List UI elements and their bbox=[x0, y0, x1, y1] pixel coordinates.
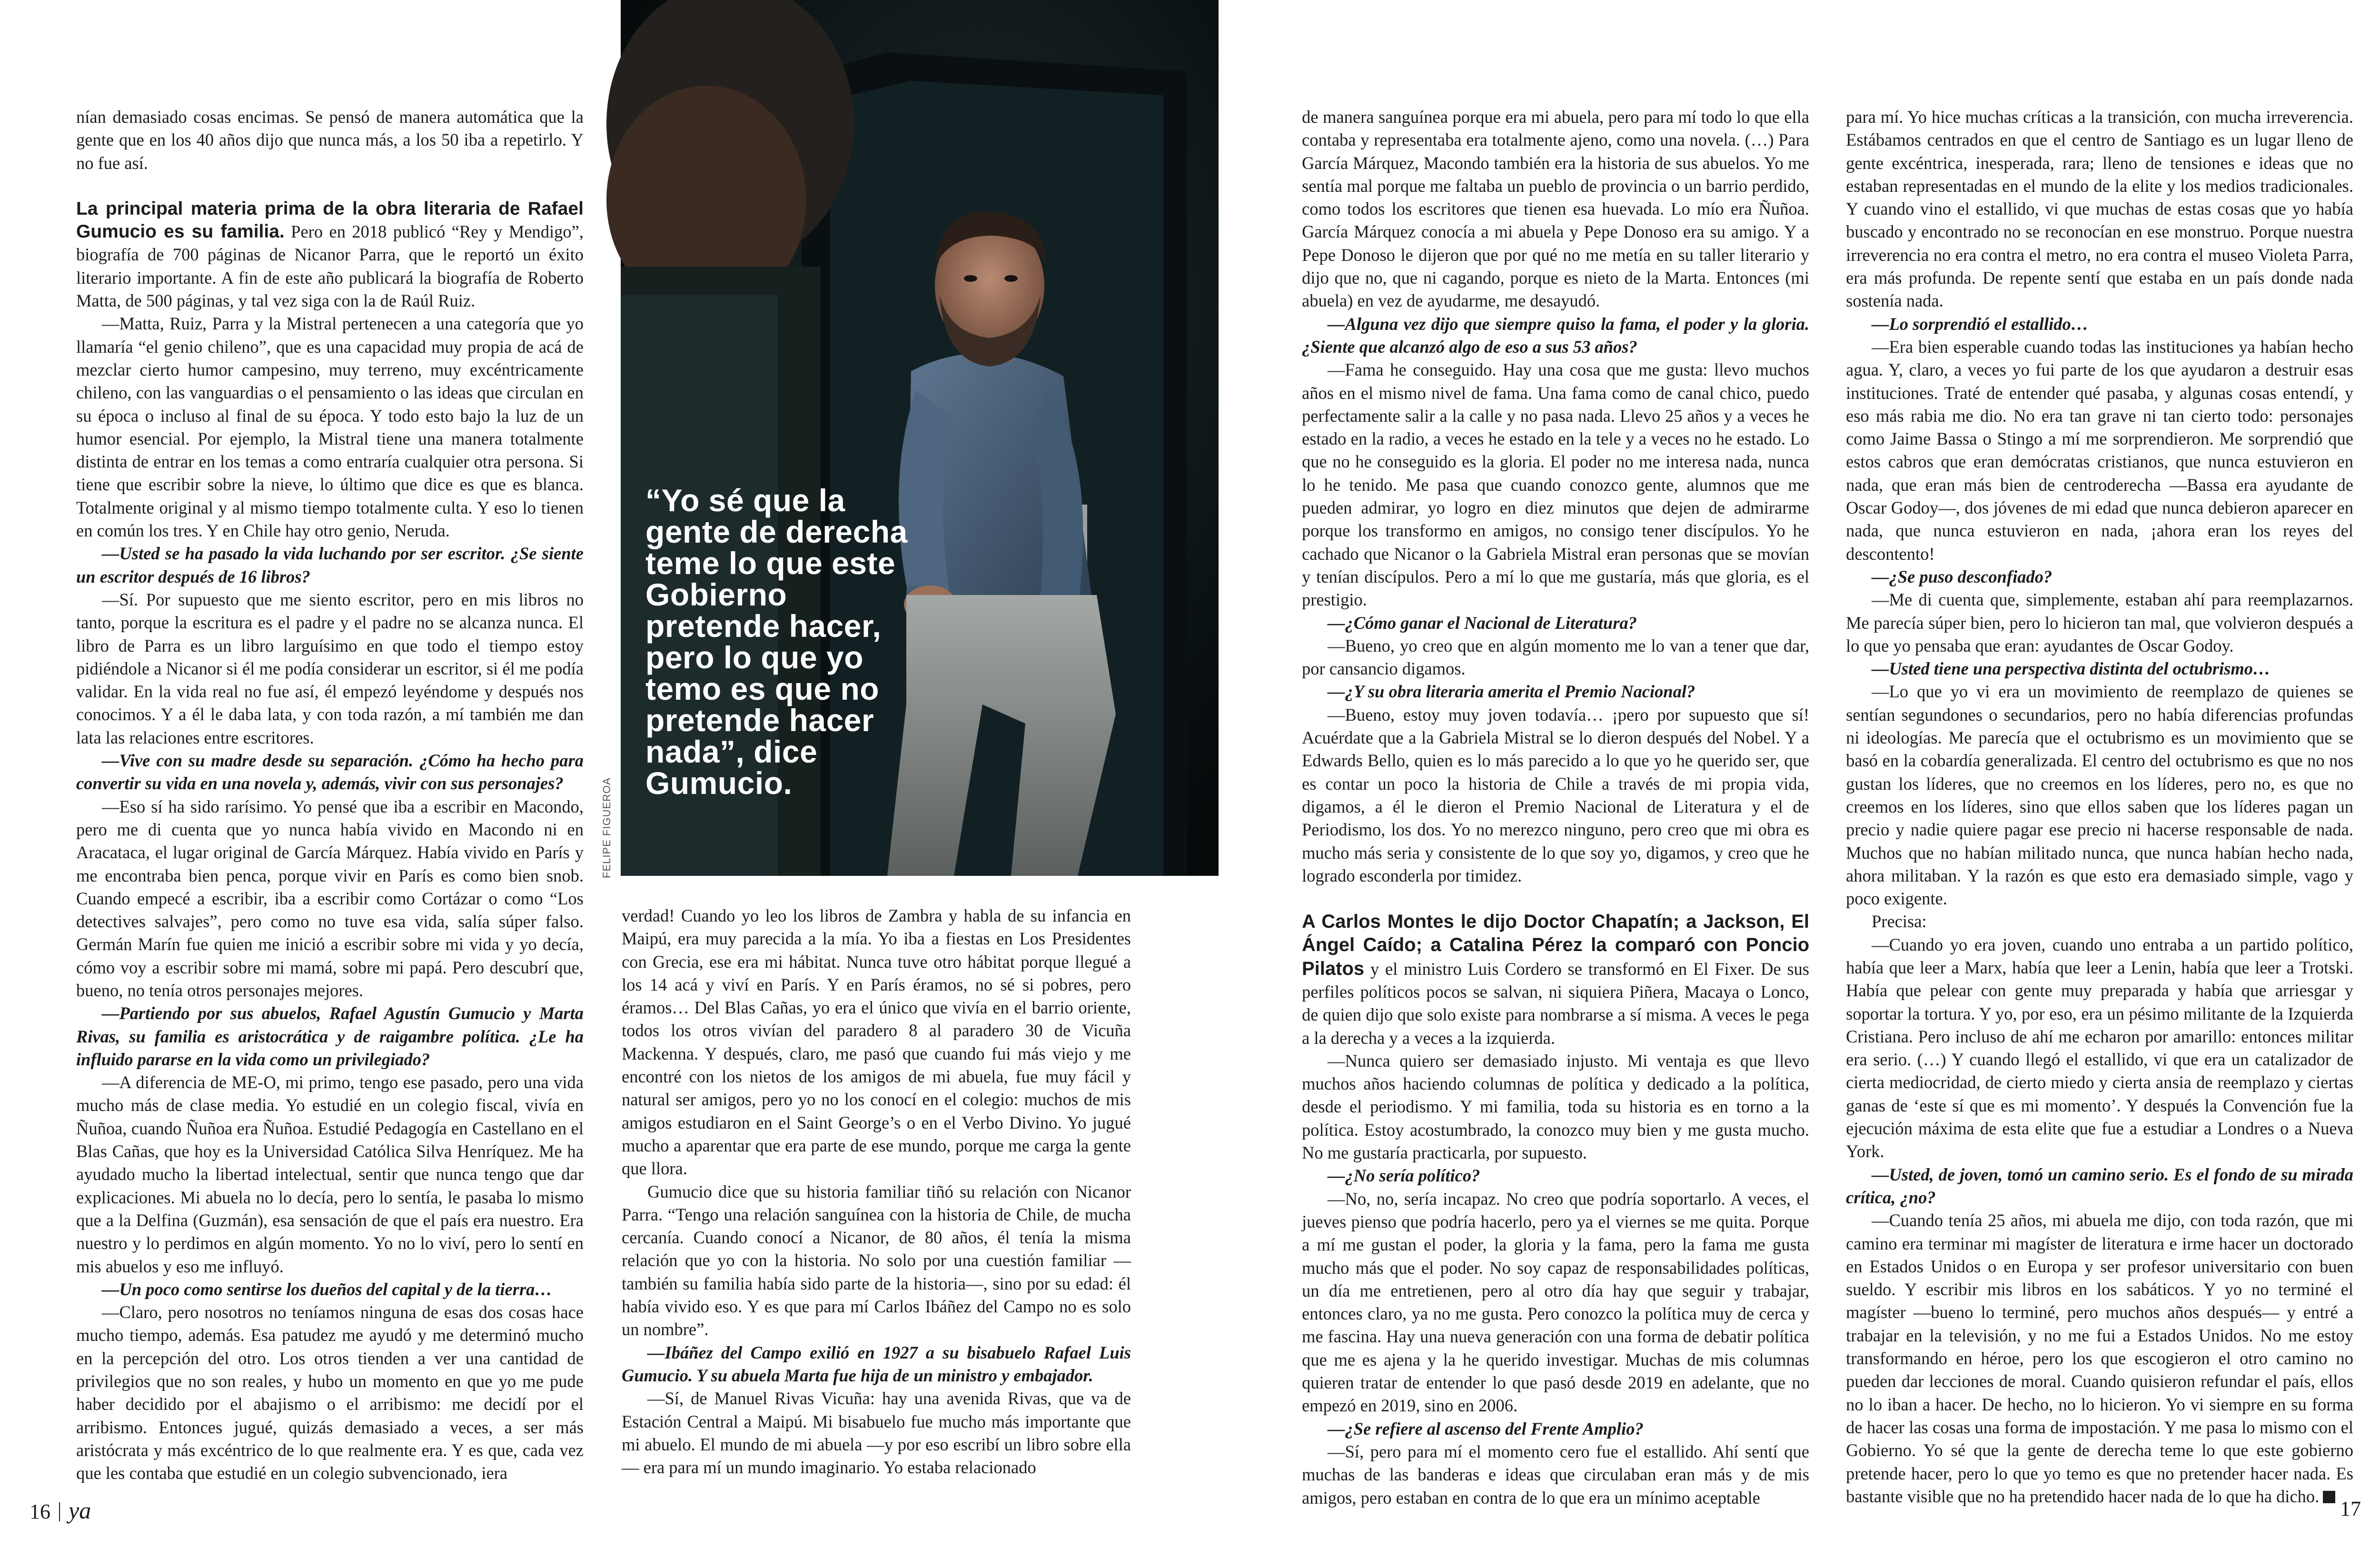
paragraph: Precisa: bbox=[1872, 912, 1927, 932]
paragraph: —Claro, pero nosotros no teníamos ninguna de esas dos cosas hace mucho tiempo, además. Esa patudez me ayudó y me determinó mucho en la percepción del otro. Los otros tienden a ver una cantidad de privilegios que no son reales, y hubo un momento en que yo me pude haber decidido por el abajismo o el arribismo: me decidí por el arribismo. Entonces jugué, quizás demasiado a veces, a ser más aristócrata y más excéntrico de lo que realmente era. Y es que, cada vez que les contaba que estudié en un colegio subvencionado, iera bbox=[76, 1302, 584, 1483]
paragraph: —Nunca quiero ser demasiado injusto. Mi ventaja es que llevo muchos años haciendo columnas de política y dedicado a la política, desde el periodismo. Y mi familia, toda su historia es en torno a la política. Estoy acostumbrado, la conozco muy bien y me gusta mucho. No me gustaría practicarla, por supuesto. bbox=[1302, 1051, 1809, 1163]
interview-question: —¿No sería político? bbox=[1328, 1166, 1480, 1186]
paragraph bbox=[1846, 1209, 2353, 1508]
interview-question: —Alguna vez dijo que siempre quiso la fama, el poder y la gloria. ¿Siente que alcanzó algo de eso a sus 53 años? bbox=[1302, 314, 1809, 357]
paragraph: —A diferencia de ME-O, mi primo, tengo ese pasado, pero una vida mucho más de clase media. Yo estudié en un colegio fiscal, vivía en Ñuñoa, cuando Ñuñoa era Ñuñoa. Estudié Pedagogía en Castellano en el Blas Cañas, que hoy es la Universidad Católica Silva Henríquez. Me ha ayudado mucho la libertad intelectual, sentir que nunca tengo que dar explicaciones. Mi abuela no lo decía, pero lo sentía, le pasaba lo mismo que a la Delfina (Guzmán), esa sensación de que el país era nuestro. Era nuestro y lo perdimos en algún momento. Yo no lo viví, pero lo sentí en mis abuelos y eso me influyó. bbox=[76, 1072, 584, 1276]
section-lead bbox=[1302, 910, 1809, 1050]
article-column-3 bbox=[1302, 106, 1809, 1507]
end-mark-icon bbox=[2323, 1491, 2335, 1503]
paragraph: —Era bien esperable cuando todas las instituciones ya habían hecho agua. Y, claro, a veces yo fui parte de los que ayudaron a destruir esas instituciones. Traté de entender qué pasaba, y algunas cosas entendí, y eso más rabia me dio. No era tan grave ni tan cierto todo: personajes como Jaime Bassa o Stingo a mí me sorprendieron. Me sorprendió que estos cabros que eran demócratas cristianos, que nunca estuvieron en nada, que eran más bien de centroderecha —Bassa era ayudante de Oscar Godoy—, dos jóvenes de mi edad que nunca debieron aparecer en nada, que nunca estuvieron en nada, ¡ahora eran los reyes del descontento! bbox=[1846, 337, 2353, 564]
paragraph: —Matta, Ruiz, Parra y la Mistral pertenecen a una categoría que yo llamaría “el genio chileno”, que es una capacidad muy propia de acá de mezclar cierto humor campesino, muy terreno, muy excéntricamente chileno, con las vanguardias o el pensamiento o las ideas que circulan en su época o incluso al final de su época. Y todo esto bajo la luz de un humor esencial. Por ejemplo, la Mistral tiene una manera totalmente distinta de entrar en los temas a como entraría cualquier otra persona. Si tiene que escribir sobre la nieve, lo último que dice es que es blanca. Totalmente original y al mismo tiempo totalmente culta. Y eso lo tienen en común los tres. Y en Chile hay otro genio, Neruda. bbox=[76, 314, 584, 541]
pull-quote: “Yo sé que la gente de derecha teme lo que este Gobierno pretende hacer, pero lo que yo temo es que no pretende hacer nada”, dice Gumucio. bbox=[645, 483, 908, 801]
paragraph: —Sí. Por supuesto que me siento escritor, pero en mis libros no tanto, porque la escritura es el padre y el padre no se alcanza nunca. El libro de Parra es un libro larguísimo en que todo el tiempo estoy pidiéndole a Nicanor si él me podía considerar un escritor, si él me podía validar. En la vida real no fue así, él empezó leyéndome y después nos conocimos. Y a él le daba lata, y con toda razón, a mí también me dan lata las relaciones entre escritores. bbox=[76, 589, 584, 747]
paragraph: —Bueno, yo creo que en algún momento me lo van a tener que dar, por cansancio digamos. bbox=[1302, 635, 1809, 679]
interview-question: —Ibáñez del Campo exilió en 1927 a su bisabuelo Rafael Luis Gumucio. Y su abuela Marta fue hija de un ministro y embajador. bbox=[622, 1342, 1131, 1385]
paragraph: —Bueno, estoy muy joven todavía… ¡pero por supuesto que sí! Acuérdate que a la Gabriela Mistral se lo dieron después del Nobel. Y a Edwards Bello, quien es lo más parecido a lo que yo he querido ser, que es contar un poco la historia de Chile a través de mi propia vida, digamos, a él le dieron el Premio Nacional de Literatura y el de Periodismo, los dos. Yo no merezco ninguno, pero creo que mi obra es mucho más seria y consistente de lo que soy yo, digamos, y creo que he logrado esconderla por timidez. bbox=[1302, 704, 1809, 885]
section-lead bbox=[76, 198, 584, 312]
paragraph: Gumucio dice que su historia familiar tiñó su relación con Nicanor Parra. “Tengo una relación sanguínea con la historia de Chile, de mucha cercanía. Cuando conocí a Nicanor, de 80 años, él tenía la misma relación que yo con la historia. No solo por una cuestión familiar —también su familia había sido parte de la historia—, sino por su edad: él había vivido eso. Y es que para mí Carlos Ibáñez del Campo no es solo un nombre”. bbox=[622, 1181, 1131, 1339]
lead-text: Pero en 2018 publicó “Rey y Mendigo”, biografía de 700 páginas de Nicanor Parra, que le reportó un éxito literario importante. A fin de este año publicará la biografía de Roberto Matta, de 500 páginas, y tal vez siga con la de Raúl Ruiz. bbox=[76, 222, 584, 311]
paragraph: de manera sanguínea porque era mi abuela, pero para mí todo lo que ella contaba y representaba era totalmente ajeno, como una novela. (…) Para García Márquez, Macondo también era la historia de sus abuelos. Yo me sentía mal porque me faltaba un pueblo de provincia o un barrio perdido, como todos los escritores que tienen esa huevada. Lo mío era Ñuñoa. García Márquez conocía a mi abuela y Pepe Donoso era su amigo. Y a Pepe Donoso le dijeron que por qué no me metía en su taller literario y dijo que no, que ni cagando, porque es nieto de la Marta. Entonces (mi abuela) en vez de ayudarme, me desayudó. bbox=[1302, 107, 1809, 311]
subheading: A Carlos Montes le dijo Doctor Chapatín; a Jackson, El Ángel Caído; a Catalina Pérez la comparó con Poncio Pilatos bbox=[1302, 911, 1809, 979]
interview-question: —Lo sorprendió el estallido… bbox=[1872, 314, 2089, 334]
article-column-1 bbox=[76, 106, 584, 1496]
paragraph: —Sí, de Manuel Rivas Vicuña: hay una avenida Rivas, que va de Estación Central a Maipú. Mi bisabuelo fue mucho más importante que mi abuelo. El mundo de mi abuela —y por eso escribí un libro sobre ella— era para mí un mundo imaginario. Yo estaba relacionado bbox=[622, 1388, 1131, 1478]
folio-left bbox=[30, 1497, 91, 1524]
interview-question: —Usted tiene una perspectiva distinta del octubrismo… bbox=[1872, 659, 2271, 679]
page-number-right: 17 bbox=[2340, 1497, 2361, 1520]
paragraph: —Cuando yo era joven, cuando uno entraba a un partido político, había que leer a Marx, había que leer a Lenin, había que leer a Trotski. Había que pelear con gente muy preparada y había que arriesgar y soportar la tortura. Y yo, por eso, era un pésimo militante de la Izquierda Cristiana. Pero incluso de ahí me echaron por amarillo: entonces militar era serio. (…) Y cuando llegó el estallido, vi que era un catalizador de cierta mediocridad, de cierto miedo y cierta ansia de reemplazo y ciertas ganas de ‘este sí que es mi momento’. Y después la Convención fue la ejecución máxima de esta elite que fue a estudiar a Londres o a Nueva York. bbox=[1846, 934, 2353, 1161]
paragraph: —No, no, sería incapaz. No creo que podría soportarlo. A veces, el jueves pienso que podría hacerlo, pero ya el viernes se me quita. Porque a mí me gustan el poder, la gloria y la fama, pero la fama me gusta mucho más que el poder. No soy capaz de responsabilidades políticas, un día me entretienen, pero al otro día hay que seguir y trabajar, entonces claro, ya no me gusta. Pero conozco la política muy de cerca y me fascina. Hay una nueva generación con una forma de debatir política que me es ajena y la he querido investigar. Muchas de mis columnas quieren tratar de entender lo que pasó desde 2019 en adelante, que no empezó en 2019, sino en 2006. bbox=[1302, 1189, 1809, 1416]
interview-question: —Un poco como sentirse los dueños del capital y de la tierra… bbox=[102, 1279, 552, 1299]
paragraph: —Sí, pero para mí el momento cero fue el estallido. Ahí sentí que muchas de las banderas e ideas que circulaban eran más y de mis amigos, pero estaban en contra de lo que era un mínimo aceptable bbox=[1302, 1441, 1809, 1507]
interview-question: —Usted se ha pasado la vida luchando por ser escritor. ¿Se siente un escritor después de 16 libros? bbox=[76, 544, 584, 586]
interview-question: —¿Se puso desconfiado? bbox=[1872, 566, 2053, 586]
folio-divider bbox=[59, 1502, 60, 1521]
paragraph: —Fama he conseguido. Hay una cosa que me gusta: llevo muchos años en el mismo nivel de fama. Una fama como de canal chico, puedo perfectamente salir a la calle y no pasa nada. Llevo 25 años y a veces he estado en la radio, a veces he estado en la tele y a veces no he estado. Lo que no he conseguido es la gloria. El poder no me interesa nada, nunca lo he tenido. Me pasa que cuando conozco gente, alumnos que me pueden admirar, yo logro en diez minutos que dejen de admirarme porque los transformo en amigos, no consigo tener discípulos. Yo he cachado que Nicanor o la Gabriela Mistral eran personas que se movían y tenían discípulos. Pero a mí lo que me gustaría, más que gloria, es el prestigio. bbox=[1302, 360, 1809, 610]
interview-question: —¿Y su obra literaria amerita el Premio Nacional? bbox=[1328, 682, 1696, 702]
interview-question: —Partiendo por sus abuelos, Rafael Agustín Gumucio y Marta Rivas, su familia es aristocrática y de raigambre política. ¿Le ha influido pararse en la vida como un privilegiado? bbox=[76, 1003, 584, 1069]
closing-text: —Cuando tenía 25 años, mi abuela me dijo, con toda razón, que mi camino era terminar mi magíster de literatura e irme hacer un doctorado en Estados Unidos o en Europa y ser profesor universitario con buen sueldo. Y escribir mis libros en los sabáticos. Y yo no terminé el magíster —bueno lo terminé, pero muchos años después— y entré a trabajar en la televisión, y no me fui a Estados Unidos. No me estoy transformando en héroe, pero los que escogieron el otro camino no pueden dar lecciones de moral. Cuando quisieron refundar el país, ellos no lo iban a hacer. De hecho, no lo hicieron. Yo vi siempre en su forma de hacer las cosas una forma de impostación. Y me pasa lo mismo con el Gobierno. Yo sé que la gente de derecha teme lo que este gobierno pretende hacer, pero lo que yo temo es que no pretender hacer nada. Es bastante visible que no ha pretendido hacer nada de lo que ha dicho. bbox=[1846, 1210, 2353, 1506]
magazine-logo: ya bbox=[69, 1497, 91, 1524]
paragraph: —Eso sí ha sido rarísimo. Yo pensé que iba a escribir en Macondo, pero me di cuenta que yo nunca había vivido en Macondo ni en Aracataca, el lugar original de García Márquez. Había vivido en París y me encontraba bien penca, porque vivir en París es como bien snob. Cuando empecé a escribir, iba a escribir como Cortázar o como “Los detectives salvajes”, pero como no tuve esa vida, salía súper falso. Germán Marín fue quien me inició a escribir sobre mi vida y yo decía, cómo voy a escribir sobre mi mamá, sobre mi papá. Pero descubrí que, bueno, no tenía otros personajes mejores. bbox=[76, 796, 584, 1000]
interview-question: —¿Se refiere al ascenso del Frente Amplio? bbox=[1328, 1418, 1644, 1438]
article-column-4 bbox=[1846, 106, 2353, 1506]
interview-question: —Usted, de joven, tomó un camino serio. Es el fondo de su mirada crítica, ¿no? bbox=[1846, 1164, 2353, 1207]
paragraph: —Me di cuenta que, simplemente, estaban ahí para reemplazarnos. Me parecía súper bien, pero lo hicieron tan mal, que volvieron después a lo que yo pensaba que eran: ayudantes de Oscar Godoy. bbox=[1846, 590, 2353, 655]
page-number-left: 16 bbox=[30, 1500, 50, 1523]
photo-credit: FELIPE FIGUEROA bbox=[601, 777, 613, 878]
paragraph: para mí. Yo hice muchas críticas a la transición, con mucha irreverencia. Estábamos centrados en que el centro de Santiago es un lugar lleno de gente excéntrica, inesperada, rara; lleno de tensiones e ideas que no estaban representadas en el mundo de la elite y los medios tradicionales. Y cuando vino el estallido, vi que muchas de estas cosas que yo había buscado y encontrado no se reconocían en ese monstruo. Porque nuestra irreverencia no era contra el metro, no era contra el museo Violeta Parra, era más profunda. De repente sentí que estaba en un país donde nada sostenía nada. bbox=[1846, 107, 2353, 311]
interview-question: —¿Cómo ganar el Nacional de Literatura? bbox=[1328, 613, 1637, 633]
paragraph: verdad! Cuando yo leo los libros de Zambra y habla de su infancia en Maipú, era muy parecida a la mía. Yo iba a fiestas en Los Presidentes con Grecia, ese era mi hábitat. Nunca tuve otro hábitat porque llegué a los 14 acá y viví en París. Y en París éramos, no sé si pobres, pero éramos… Del Blas Cañas, yo era el único que vivía en el barrio oriente, todos los otros vivían del paradero 8 al paradero 30 de Vicuña Mackenna. Y después, claro, me pasó que cuando fui más viejo y me encontré con los nietos de los amigos de mi abuela, fue muy fácil y natural ser amigos, pero yo no los conocí en el colegio: muchos de mis amigos estudiaron en el Saint George’s o en el Verbo Divino. Yo jugué mucho a aparentar que era parte de ese mundo, porque me carga la gente que llora. bbox=[622, 906, 1131, 1179]
article-column-2 bbox=[622, 904, 1131, 1499]
interview-question: —Vive con su madre desde su separación. ¿Cómo ha hecho para convertir su vida en una novela y, además, vivir con sus personajes? bbox=[76, 751, 584, 793]
paragraph: nían demasiado cosas encimas. Se pensó de manera automática que la gente que en los 40 años dijo que nunca más, a los 50 iba a repetirlo. Y no fue así. bbox=[76, 107, 584, 173]
lead-text: y el ministro Luis Cordero se transformó en El Fixer. De sus perfiles políticos pocos se salvan, ni siquiera Piñera, Macaya o Lonco, de quien dijo que solo existe para nombrarse a sí misma. A veces le pega a la derecha y a veces a la izquierda. bbox=[1302, 959, 1809, 1048]
paragraph: —Lo que yo vi era un movimiento de reemplazo de quienes se sentían segundones o secundarios, pero no había diferencias profundas ni ideologías. Me parecía que el octubrismo es un movimiento que se basó en la cobardía generalizada. El centro del octubrismo es que no nos gustan los líderes, que no creemos en los líderes, pero no, es que no creemos en los líderes, sino que ellos saben que los líderes pagan un precio y nadie quiere pagar ese precio ni hacerse responsable de nada. Muchos que no habían militado nunca, que nunca habían hecho nada, ahora militaban. Y la razón es que esto era demasiado simple, vago y poco exigente. bbox=[1846, 682, 2353, 909]
subheading: La principal materia prima de la obra literaria de Rafael Gumucio es su familia. bbox=[76, 198, 584, 242]
